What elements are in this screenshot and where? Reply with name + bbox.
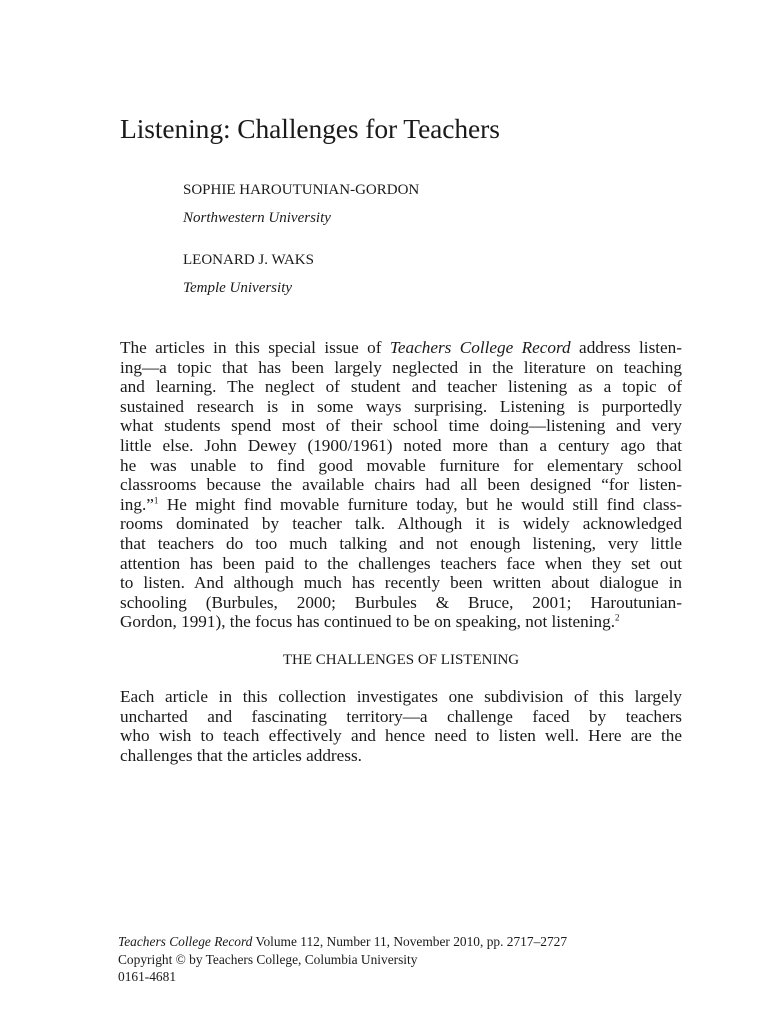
text-line [120,514,682,534]
text-line [120,377,682,397]
journal-title-inline: Teachers College Record [389,338,571,357]
author-block [183,250,663,298]
text-segment: address listen- [570,338,682,357]
citation-details: Volume 112, Number 11, November 2010, pp. 2717–2727 [252,934,568,949]
text-segment: challenges that the articles address. [120,745,362,765]
text-line [120,573,682,593]
text-line [120,358,682,378]
text-line [120,612,682,632]
author-block [183,180,663,228]
author-affiliation: Northwestern University [183,210,331,226]
intro-paragraph [120,338,682,632]
text-segment: Each article in this collection investigates one subdivision of this largely [120,687,682,706]
text-segment: ing.” [120,494,154,514]
text-line [120,338,682,358]
text-segment: Gordon, 1991), the focus has continued to be on speaking, not listening. [120,612,616,632]
text-line [120,687,682,707]
citation-line [118,933,678,951]
text-segment: ing—a topic that has been largely neglected in the literature on teaching [120,357,682,377]
text-segment: He might find movable furniture today, but he would still find class- [158,494,682,514]
text-segment: uncharted and fascinating territory—a challenge faced by teachers [120,706,682,726]
text-line [120,456,682,476]
text-segment: The articles in this special issue of [120,338,390,357]
citation-footer [118,933,678,986]
author-name: LEONARD J. WAKS [183,252,314,268]
footnote-marker: 2 [615,612,620,623]
article-title: Listening: Challenges for Teachers [120,113,500,144]
text-line [120,554,682,574]
section-heading: THE CHALLENGES OF LISTENING [282,652,520,668]
text-line [120,416,682,436]
text-segment: schooling (Burbules, 2000; Burbules & Bruce, 2001; Haroutunian- [120,592,682,612]
footnote-marker: 1 [153,495,159,506]
journal-name: Teachers College Record [118,934,253,949]
text-line [120,593,682,613]
text-segment: who wish to teach effectively and hence need to listen well. Here are the [120,726,682,746]
text-segment: classrooms because the available chairs had all been designed “for listen- [120,475,682,495]
author-name: SOPHIE HAROUTUNIAN-GORDON [183,182,420,198]
text-segment: rooms dominated by teacher talk. Although it is widely acknowledged [120,514,682,534]
text-line [120,495,682,515]
author-list [183,180,663,320]
text-line [120,726,682,746]
text-segment: that teachers do too much talking and not enough listening, very little [120,533,682,553]
text-line [120,475,682,495]
text-segment: sustained research is in some ways surprising. Listening is purportedly [120,396,682,416]
author-affiliation: Temple University [183,280,293,296]
body-paragraph [120,687,682,765]
text-segment: to listen. And although much has recently been written about dialogue in [120,573,682,593]
copyright-line: Copyright © by Teachers College, Columbia University [118,951,418,967]
text-line [120,397,682,417]
text-line [120,746,682,766]
text-segment: he was unable to find good movable furniture for elementary school [120,455,682,475]
text-line [120,707,682,727]
text-segment: attention has been paid to the challenges teachers face when they set out [120,553,682,573]
issn: 0161-4681 [118,969,177,984]
text-segment: what students spend most of their school time doing—listening and very [120,416,682,436]
text-line [120,436,682,456]
text-segment: little else. John Dewey (1900/1961) noted more than a century ago that [120,435,682,455]
text-line [120,534,682,554]
text-segment: and learning. The neglect of student and teacher listening as a topic of [120,377,682,397]
